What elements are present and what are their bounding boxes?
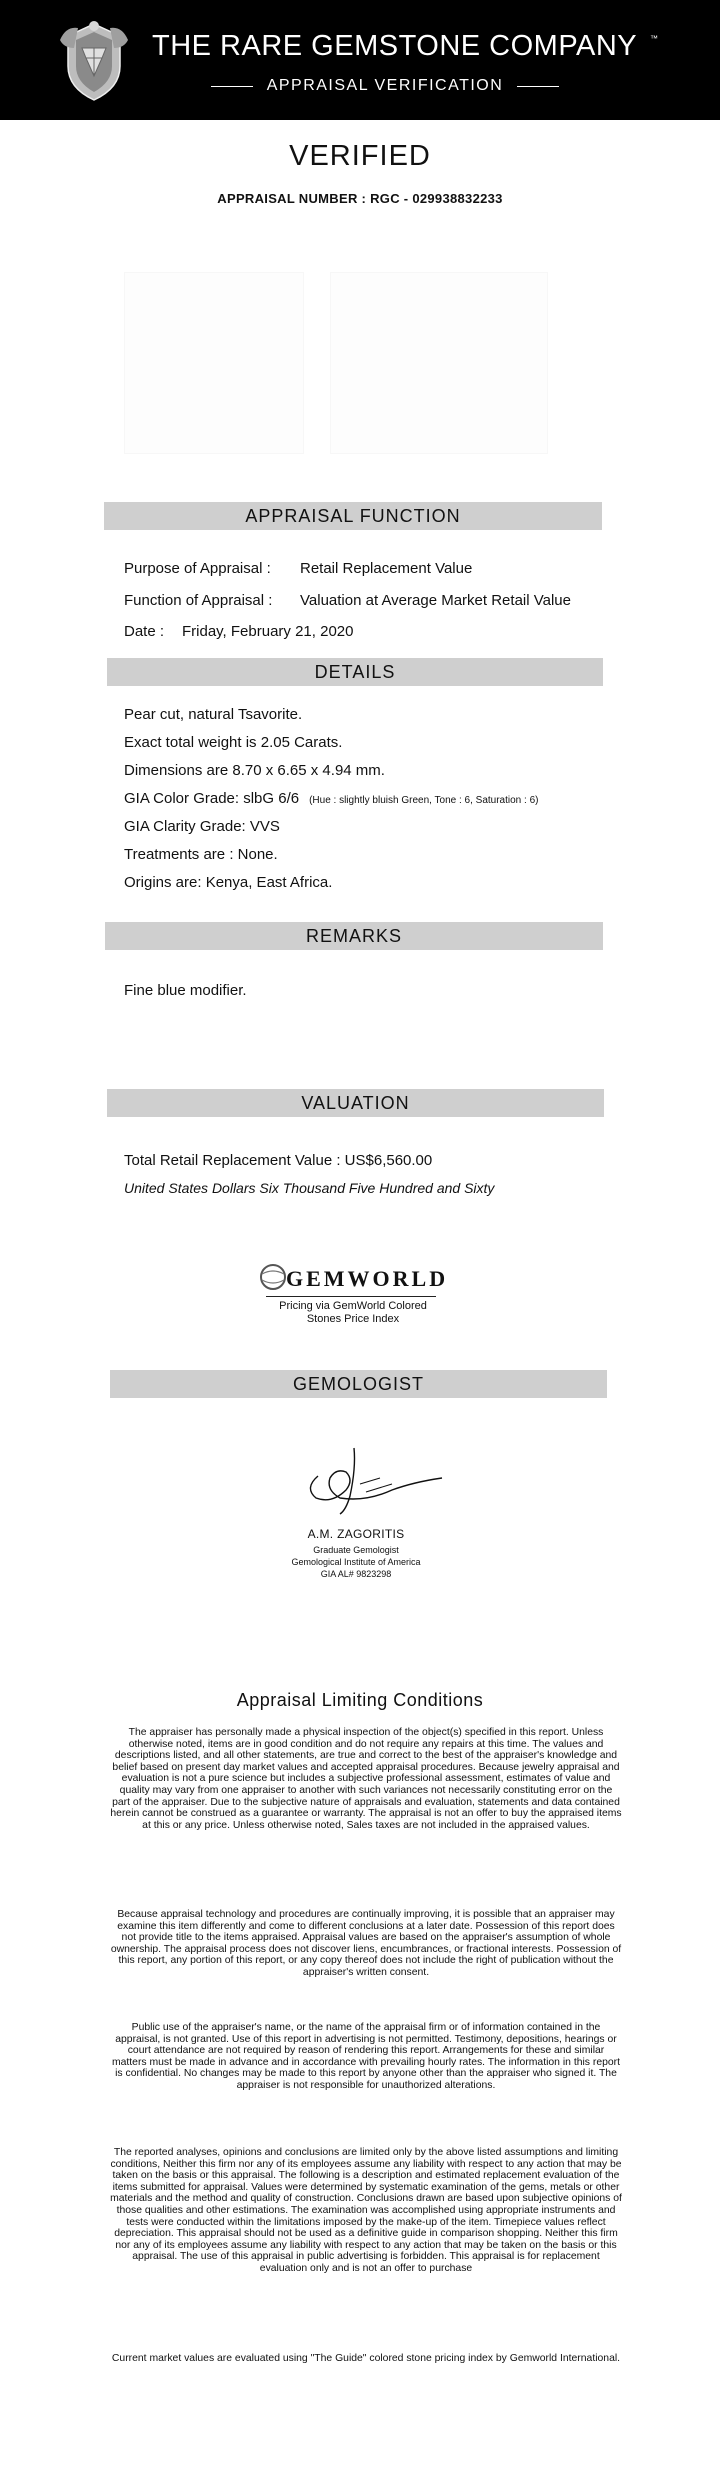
color-grade-note: (Hue : slightly bluish Green, Tone : 6, Saturation : 6) <box>309 795 539 806</box>
detail-line: Origins are: Kenya, East Africa. <box>124 874 333 891</box>
section-header-appraisal-function: APPRAISAL FUNCTION <box>104 502 602 530</box>
gem-photo-right <box>330 272 548 454</box>
date-value: Friday, February 21, 2020 <box>182 623 354 640</box>
section-header-details: DETAILS <box>107 658 603 686</box>
detail-line: GIA Clarity Grade: VVS <box>124 818 280 835</box>
function-value: Valuation at Average Market Retail Value <box>300 592 571 609</box>
company-name: THE RARE GEMSTONE COMPANY <box>152 30 638 62</box>
gemworld-brand: GEMWORLD <box>286 1266 449 1291</box>
gemworld-rule <box>266 1296 436 1297</box>
function-row <box>124 592 571 609</box>
detail-line: Pear cut, natural Tsavorite. <box>124 706 303 723</box>
appraisal-number: APPRAISAL NUMBER : RGC - 029938832233 <box>217 191 503 206</box>
gemworld-caption-line: Pricing via GemWorld Colored <box>279 1300 427 1312</box>
limiting-conditions-paragraph: The reported analyses, opinions and conclusions are limited only by the above listed assumptions and limiting conditions, Neither this firm nor any of its employees assume any liability with respect to any action that may be taken on the basis or this appraisal. The following is a description and estimated replacement evaluation of the items submitted for appraisal. Values were determined by systematic examination of the gems, metals or other materials and the method and quality of construction. Conclusions drawn are based upon subjective opinions of those qualities and other estimations. The examination was accomplished using appropriate instruments and tests were conducted within the limitations imposed by the make-up of the item. Timepiece values reflect depreciation. This appraisal should not be used as a definitive guide in comparison shopping. Neither this firm nor any of its employees assume any liability with respect to any action that may be taken on the basis or this appraisal. The use of this appraisal in public advertising is forbidden. This appraisal is for replacement evaluation only and is not an offer to purchase <box>110 2147 622 2274</box>
date-row <box>124 623 353 640</box>
purpose-value: Retail Replacement Value <box>300 560 473 577</box>
detail-line: Treatments are : None. <box>124 846 278 863</box>
gemologist-institute: Gemological Institute of America <box>291 1557 421 1567</box>
subtitle-rule-left <box>211 86 253 87</box>
color-grade-row <box>124 790 538 807</box>
section-header-valuation: VALUATION <box>107 1089 604 1117</box>
gemworld-globe-icon <box>258 1262 288 1292</box>
limiting-conditions-paragraph: The appraiser has personally made a physical inspection of the object(s) specified in this report. Unless otherwise noted, items are in good condition and do not require any repairs at this time. The values and descriptions listed, and all other statements, are true and correct to the best of the appraiser's knowledge and belief based on present day market values and accepted appraisal procedures. Because jewelry appraisal and evaluation is not a pure science but includes a subjective professional assessment, estimates of value and quality may vary from one appraiser to another with such variances not necessarily constituting error on the part of the appraiser. Due to the subjective nature of appraisals and evaluation, statements and data contained herein cannot be construed as a guarantee or warranty. The appraisal is not an offer to buy the appraised items at this or any price. Unless otherwise noted, Sales taxes are not included in the appraised values. <box>110 1727 622 1831</box>
gem-photo-left <box>124 272 304 454</box>
gemologist-credentials <box>256 1527 456 1580</box>
purpose-row <box>124 560 472 577</box>
detail-line: Dimensions are 8.70 x 6.65 x 4.94 mm. <box>124 762 385 779</box>
subtitle-rule-right <box>517 86 559 87</box>
valuation-total: Total Retail Replacement Value : US$6,560.00 <box>124 1152 433 1169</box>
header-banner <box>0 0 720 120</box>
limiting-conditions-title: Appraisal Limiting Conditions <box>236 1690 484 1710</box>
detail-line: GIA Color Grade: slbG 6/6 <box>124 790 300 807</box>
header-subtitle <box>205 74 565 98</box>
gemologist-signature <box>296 1438 446 1518</box>
subtitle-text: APPRAISAL VERIFICATION <box>266 77 504 94</box>
limiting-conditions-paragraph: Current market values are evaluated using "The Guide" colored stone pricing index by Gemworld International. <box>111 2353 621 2364</box>
detail-line: Exact total weight is 2.05 Carats. <box>124 734 343 751</box>
gemologist-gia-number: GIA AL# 9823298 <box>320 1569 392 1579</box>
section-header-gemologist: GEMOLOGIST <box>110 1370 607 1398</box>
trademark-mark: ™ <box>650 34 658 43</box>
gemworld-caption-line: Stones Price Index <box>306 1313 400 1325</box>
limiting-conditions-paragraph: Public use of the appraiser's name, or the name of the appraisal firm or of information contained in the appraisal, is not granted. Use of this report in advertising is not permitted. Testimony, depositions, hearings or court attendance are not required by reason of rendering this report. Arrangements for these and similar matters must be made in advance and in accordance with prevailing hourly rates. The information in this report is confidential. No changes may be made to this report by anyone other than the appraiser who signed it. The appraiser is not responsible for unauthorized alterations. <box>111 2022 621 2091</box>
section-header-remarks: REMARKS <box>105 922 603 950</box>
gemworld-caption <box>258 1300 448 1326</box>
limiting-conditions-paragraph: Because appraisal technology and procedures are continually improving, it is possible that an appraiser may examine this item differently and come to different conclusions at a later date. Possession of this report does not provide title to the items appraised. Appraisal values are based on the appraiser's assumption of whole ownership. The appraisal process does not discover liens, encumbrances, or fractional interests. Possession of this report, any portion of this report, or any copy thereof does not include the right of publication without the appraiser's written consent. <box>110 1909 622 1978</box>
date-label: Date : <box>124 623 165 640</box>
gemologist-name: A.M. ZAGORITIS <box>307 1527 405 1541</box>
valuation-in-words: United States Dollars Six Thousand Five Hundred and Sixty <box>124 1180 495 1196</box>
purpose-label: Purpose of Appraisal : <box>124 560 271 577</box>
gemologist-title: Graduate Gemologist <box>313 1545 399 1555</box>
gemworld-badge <box>258 1262 448 1324</box>
verified-status: VERIFIED <box>289 140 431 172</box>
remarks-text: Fine blue modifier. <box>124 982 247 999</box>
function-label: Function of Appraisal : <box>124 592 273 609</box>
crest-logo-icon <box>54 18 134 104</box>
